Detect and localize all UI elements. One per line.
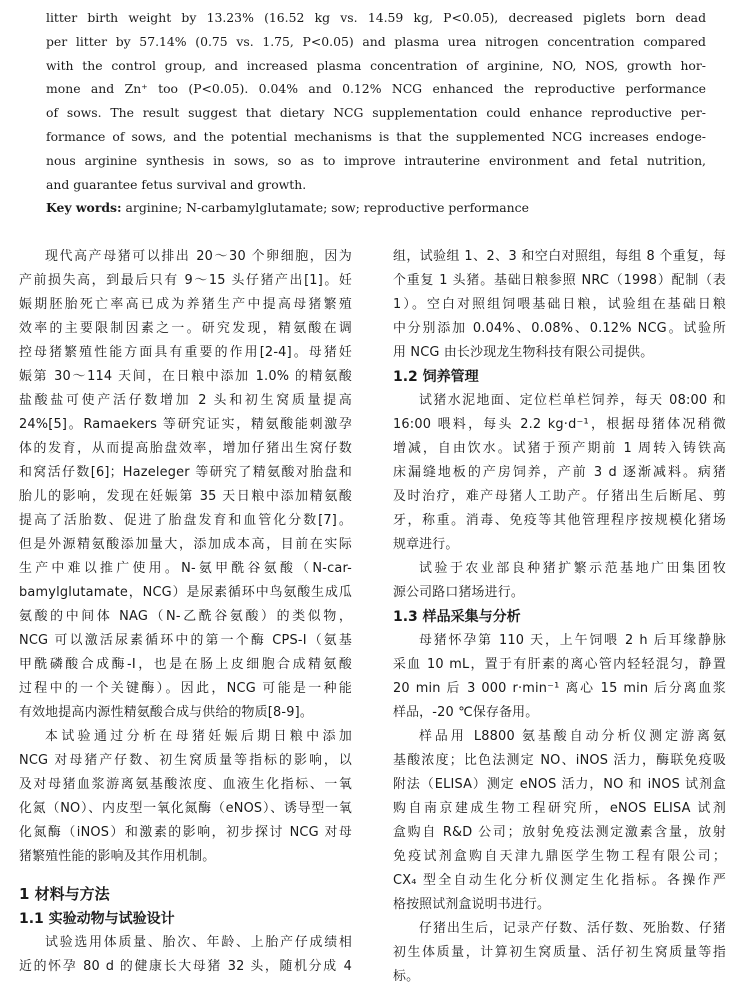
intro-paragraph-line: 和窝活仔数[6]；Hazeleger 等研究了精氨酸对胎盘和 xyxy=(19,465,352,480)
section-1-2-line: 规章进行。 xyxy=(393,537,459,552)
section-1-2-line: 增减，自由饮水。试猪于预产期前 1 周转入铸铁高 xyxy=(393,441,726,456)
section-1-2-line: 试猪水泥地面、定位栏单栏饲养，每天 08:00 和 xyxy=(419,393,726,408)
keywords-line xyxy=(46,196,706,220)
section-1-2-line: 牙，称重。消毒、免疫等其他管理程序按规模化猪场 xyxy=(393,513,726,528)
section-1-2-line: 16:00 喂料，每头 2.2 kg·d⁻¹，根据母猪体况稍微 xyxy=(393,417,726,432)
intro-paragraph-line: 娠第 30～114 天间，在日粮中添加 1.0% 的精氨酸 xyxy=(19,369,352,384)
keywords-text: arginine; N-carbamylglutamate; sow; reproductive performance xyxy=(121,200,529,216)
intro-paragraph-line: 24%[5]。Ramaekers 等研究证实，精氨酸能刺激孕 xyxy=(19,417,352,432)
intro-paragraph-line: 氨酸的中间体 NAG（N-乙酰谷氨酸）的类似物， xyxy=(19,609,352,624)
section-1-3-line: 购自南京建成生物工程研究所，eNOS ELISA 试剂 xyxy=(393,801,726,816)
intro-paragraph-line: 及对母猪血浆游离氨基酸浓度、血液生化指标、一氧 xyxy=(19,777,352,792)
intro-paragraph-line: 本试验通过分析在母猪妊娠后期日粮中添加 xyxy=(45,729,352,744)
section-1-3-line: 20 min 后 3 000 r·min⁻¹ 离心 15 min 后分离血浆 xyxy=(393,681,726,696)
section-1-1-line: 用 NCG 由长沙现龙生物科技有限公司提供。 xyxy=(393,345,654,360)
intro-paragraph-line: 过程中的一个关键酶）。因此，NCG 可能是一种能 xyxy=(19,681,352,696)
abstract-line: and guarantee fetus survival and growth. xyxy=(46,176,307,192)
intro-paragraph-line: 控母猪繁殖性能方面具有重要的作用[2-4]。母猪妊 xyxy=(19,345,352,360)
section-1-1-line: 中分别添加 0.04%、0.08%、0.12% NCG。试验所 xyxy=(393,321,726,336)
intro-paragraph-line: 猪繁殖性能的影响及其作用机制。 xyxy=(19,849,216,864)
left-column xyxy=(19,245,352,979)
section-1-1-line: 组，试验组 1、2、3 和空白对照组，每组 8 个重复，每 xyxy=(393,249,726,264)
section-1-1-line: 个重复 1 头猪。基础日粮参照 NRC（1998）配制（表 xyxy=(393,273,726,288)
section-1-3-heading: 1.3 样品采集与分析 xyxy=(393,609,521,625)
section-1-3-line: 标。 xyxy=(393,969,420,984)
section-1-3-line: 免疫试剂盒购自天津九鼎医学生物工程有限公司； xyxy=(393,849,726,864)
intro-paragraph-line: 但是外源精氨酸添加量大，添加成本高，目前在实际 xyxy=(19,537,352,552)
section-1-3-line: 基酸浓度；比色法测定 NO、iNOS 活力，酶联免疫吸 xyxy=(393,753,726,768)
section-1-3-line: 样品用 L8800 氨基酸自动分析仪测定游离氨 xyxy=(419,729,726,744)
abstract-line: per litter by 57.14% (0.75 vs. 1.75, P<0.05) and plasma urea nitrogen concentration compared xyxy=(46,33,706,49)
section-1-2-line: 床漏缝地板的产房饲养，产前 3 d 逐渐减料。病猪 xyxy=(393,465,726,480)
abstract-line: formance of sows, and the potential mechanisms is that the supplemented NCG increases endoge- xyxy=(46,128,706,144)
intro-paragraph-line: 甲酰磷酸合成酶-I，也是在肠上皮细胞合成精氨酸 xyxy=(19,657,352,672)
section-1-2-line: 源公司路口猪场进行。 xyxy=(393,585,524,600)
section-1-1-line: 近的怀孕 80 d 的健康长大母猪 32 头，随机分成 4 xyxy=(19,959,352,974)
section-1-1-line: 1）。空白对照组饲喂基础日粮，试验组在基础日粮 xyxy=(393,297,726,312)
section-1-3-line: 仔猪出生后，记录产仔数、活仔数、死胎数、仔猪 xyxy=(419,921,726,936)
abstract-line: mone and Zn⁺ too (P<0.05). 0.04% and 0.12% NCG enhanced the reproductive performance xyxy=(46,81,706,97)
intro-paragraph-line: 有效地提高内源性精氨酸合成与供给的物质[8-9]。 xyxy=(19,705,313,720)
intro-paragraph-line: 产前损失高，到最后只有 9～15 头仔猪产出[1]。妊 xyxy=(19,273,352,288)
section-1-2-line: 试验于农业部良种猪扩繁示范基地广田集团牧 xyxy=(419,561,726,576)
intro-paragraph-line: 现代高产母猪可以排出 20～30 个卵细胞，因为 xyxy=(45,249,352,264)
intro-paragraph-line: 效率的主要限制因素之一。研究发现，精氨酸在调 xyxy=(19,321,352,336)
section-1-3-line: 附法（ELISA）测定 eNOS 活力，NO 和 iNOS 试剂盒 xyxy=(393,777,726,792)
abstract-block xyxy=(46,6,706,220)
section-1-3-line: CX₄ 型全自动生化分析仪测定生化指标。各操作严 xyxy=(393,873,726,888)
intro-paragraph-line: 娠期胚胎死亡率高已成为养猪生产中提高母猪繁殖 xyxy=(19,297,352,312)
right-column xyxy=(393,245,726,989)
section-1-1-line: 试验选用体质量、胎次、年龄、上胎产仔成绩相 xyxy=(45,935,352,950)
section-1-3-line: 格按照试剂盒说明书进行。 xyxy=(393,897,551,912)
section-1-3-line: 盒购自 R&D 公司；放射免疫法测定激素含量，放射 xyxy=(393,825,726,840)
intro-paragraph-line: 生产中难以推广使用。N-氨甲酰谷氨酸（N-car- xyxy=(19,561,352,576)
abstract-line: nous arginine synthesis in sows, so as to improve intrauterine environment and fetal nutrition, xyxy=(46,152,706,168)
section-1-heading: 1 材料与方法 xyxy=(19,885,110,903)
section-1-2-heading: 1.2 饲养管理 xyxy=(393,369,479,385)
section-1-1-heading: 1.1 实验动物与试验设计 xyxy=(19,911,175,927)
section-1-3-line: 样品，-20 ℃保存备用。 xyxy=(393,705,539,720)
intro-paragraph-line: bamylglutamate，NCG）是尿素循环中鸟氨酸生成瓜 xyxy=(19,585,352,600)
section-1-3-line: 采血 10 mL，置于有肝素的离心管内轻轻混匀，静置 xyxy=(393,657,726,672)
intro-paragraph-line: NCG 对母猪产仔数、初生窝质量等指标的影响，以 xyxy=(19,753,352,768)
intro-paragraph-line: 化氮酶（iNOS）和激素的影响，初步探讨 NCG 对母 xyxy=(19,825,352,840)
section-1-3-line: 初生体质量，计算初生窝质量、活仔初生窝质量等指 xyxy=(393,945,726,960)
abstract-line: with the control group, and increased plasma concentration of arginine, NO, NOS, growth hor- xyxy=(46,57,706,73)
section-1-2-line: 及时治疗，难产母猪人工助产。仔猪出生后断尾、剪 xyxy=(393,489,726,504)
intro-paragraph-line: 化氮（NO）、内皮型一氧化氮酶（eNOS）、诱导型一氧 xyxy=(19,801,352,816)
intro-paragraph-line: 盐酸盐可使产活仔数增加 2 头和初生窝质量提高 xyxy=(19,393,352,408)
intro-paragraph-line: 提高了活胎数、促进了胎盘发育和血管化分数[7]。 xyxy=(19,513,352,528)
abstract-line: of sows. The result suggest that dietary NCG supplementation could enhance reproductive per- xyxy=(46,105,706,121)
section-1-3-line: 母猪怀孕第 110 天，上午饲喂 2 h 后耳缘静脉 xyxy=(419,633,726,648)
intro-paragraph-line: NCG 可以激活尿素循环中的第一个酶 CPS-I（氨基 xyxy=(19,633,352,648)
intro-paragraph-line: 胎儿的影响，发现在妊娠第 35 天日粮中添加精氨酸 xyxy=(19,489,352,504)
intro-paragraph-line: 体的发育，从而提高胎盘效率，增加仔猪出生窝仔数 xyxy=(19,441,352,456)
abstract-line: litter birth weight by 13.23% (16.52 kg vs. 14.59 kg, P<0.05), decreased piglets born dead xyxy=(46,10,706,25)
keywords-label: Key words: xyxy=(46,200,122,216)
